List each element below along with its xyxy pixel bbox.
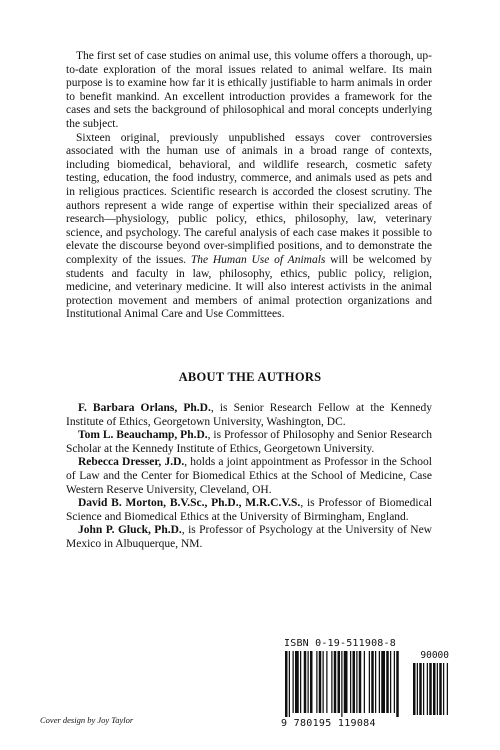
author-bio: , holds a joint appointment as Professor in the School of Law and the Center for Biomedical Ethics at the School of Medicine, Case Western Reserve University, Cleveland, OH. bbox=[66, 456, 432, 496]
author-name: David B. Morton, B.V.Sc., Ph.D., M.R.C.V.S. bbox=[78, 497, 301, 510]
description-paragraph-1: The first set of case studies on animal use, this volume offers a thorough, up-to-date exploration of the moral issues related to animal welfare. Its main purpose is to examine how far it is ethically justifiable to harm animals in order to benefit mankind. An excellent introduction provides a framework for the cases and sets the background of philosophical and moral concepts underlying the subject. bbox=[66, 50, 432, 130]
author-bio: , is Professor of Biomedical Science and Biomedical Ethics at the University of Birmingham, England. bbox=[66, 497, 433, 523]
author-bio: , is Professor of Philosophy and Senior Research Scholar at the Kennedy Institute of Ethics, Georgetown University. bbox=[66, 429, 432, 455]
book-description bbox=[66, 50, 432, 322]
author-bio: , is Professor of Psychology at the University of New Mexico in Albuquerque, NM. bbox=[66, 524, 432, 550]
author-name: F. Barbara Orlans, Ph.D. bbox=[78, 402, 211, 414]
authors-heading: ABOUT THE AUTHORS bbox=[178, 370, 322, 384]
cover-credit: Cover design by Joy Taylor bbox=[40, 715, 134, 725]
author-entry bbox=[66, 497, 432, 524]
author-entry bbox=[66, 402, 432, 429]
ean-number: 9 780195 119084 bbox=[281, 718, 376, 729]
barcode-block bbox=[281, 638, 451, 732]
author-entry bbox=[66, 456, 432, 497]
isbn-number: ISBN 0-19-511908-8 bbox=[284, 638, 396, 649]
author-name: John P. Gluck, Ph.D. bbox=[78, 524, 182, 537]
barcode-icon bbox=[281, 651, 451, 719]
description-p2-text-end: will be welcomed by students and faculty in law, philosophy, ethics, public policy, religion, medicine, and veterinary medicine. It will also interest activists in the animal protection movement and members of animal protection organizations and Institutional Animal Care and Use Committees. bbox=[66, 253, 432, 321]
description-p2-text: Sixteen original, previously unpublished essays cover controversies associated with the human use of animals in a broad range of contexts, including biomedical, behavioral, and wildlife research, cosmetic safety testing, education, the food industry, commerce, and animals used as pets and in religious practices. Scientific research is accorded the closest scrutiny. The authors represent a wide range of expertise within their specialized areas of research—physiology, public policy, ethics, philosophy, law, veterinary science, and psychology. The careful analysis of each case makes it possible to elevate the discourse beyond over-simplified positions, and to demonstrate the complexity of the issues. bbox=[66, 131, 432, 266]
book-title: The Human Use of Animals bbox=[190, 253, 326, 266]
author-name: Rebecca Dresser, J.D. bbox=[78, 456, 185, 469]
authors-list bbox=[66, 402, 432, 552]
author-name: Tom L. Beauchamp, Ph.D. bbox=[78, 429, 208, 442]
author-entry bbox=[66, 524, 432, 551]
author-bio: , is Senior Research Fellow at the Kennedy Institute of Ethics, Georgetown University, Washington, DC. bbox=[66, 402, 432, 428]
price-addon-number: 90000 bbox=[420, 650, 449, 661]
author-entry bbox=[66, 429, 432, 456]
description-paragraph-2 bbox=[66, 132, 432, 322]
